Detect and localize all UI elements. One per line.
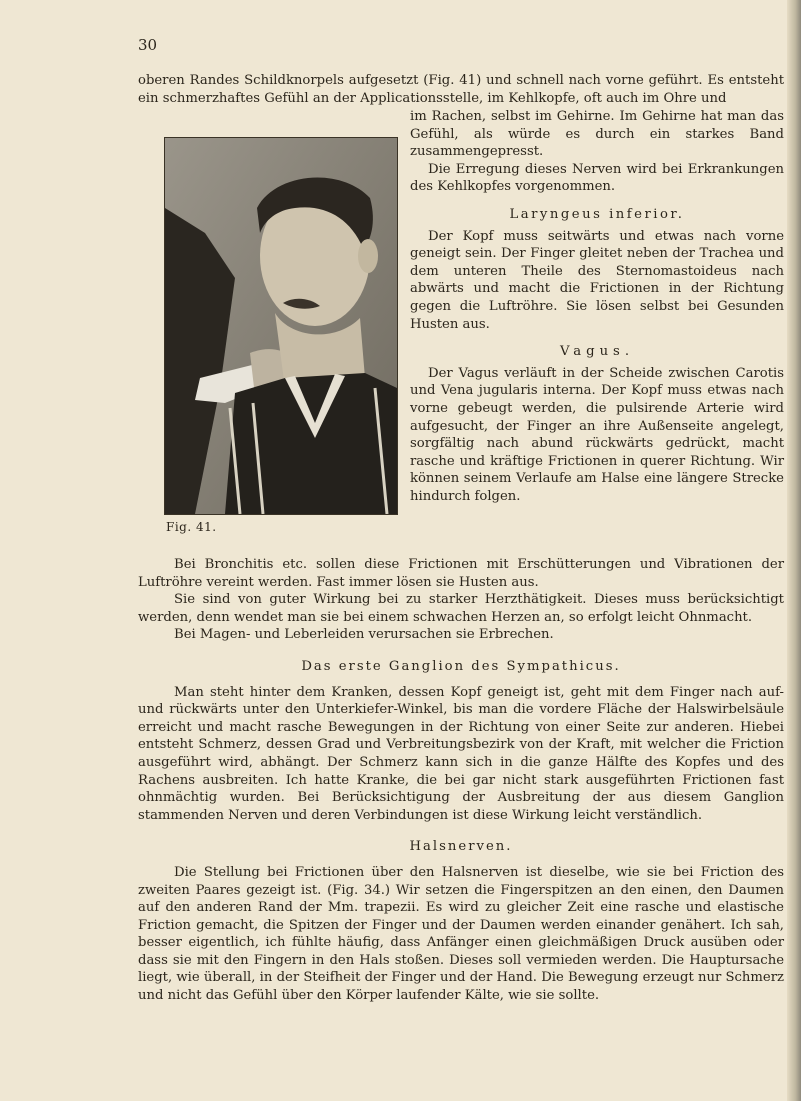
paragraph: Die Erregung dieses Nerven wird bei Erkrankungen des Kehlkopfes vorgenommen. xyxy=(410,161,784,195)
section-heading-ganglion: Das erste Ganglion des Sympathicus. xyxy=(301,658,621,674)
paragraph: Sie sind von guter Wirkung bei zu starker Herzthätigkeit. Dieses muss berücksichtigt werden, denn wendet man sie bei einem schwachen Herzen an, so erfolgt leicht Ohnmacht. xyxy=(138,592,784,625)
section-heading-laryngeus: Laryngeus inferior. xyxy=(509,206,685,222)
lead-paragraph xyxy=(138,72,784,107)
figure-illustration xyxy=(165,138,397,514)
page-edge xyxy=(787,0,801,1101)
main-text xyxy=(138,556,784,1005)
page-number: 30 xyxy=(138,36,158,54)
right-column xyxy=(410,108,784,505)
paragraph: Der Kopf muss seitwärts und etwas nach vorne geneigt sein. Der Finger gleitet neben der Trachea und dem unteren Theile des Sternomastoideus nach abwärts und macht die Frictionen in der Richtung gegen die Luftröhre. Sie lösen selbst bei Gesunden Husten aus. xyxy=(410,228,784,332)
paragraph: Die Stellung bei Frictionen über den Halsnerven ist dieselbe, wie sie bei Friction des zweiten Paares gezeigt ist. (Fig. 34.) Wir setzen die Fingerspitzen an den einen, den Daumen auf den anderen Rand der Mm. trapezii. Es wird zu gleicher Zeit eine rasche und elastische Friction gemacht, die Spitzen der Finger und der Daumen werden einander genähert. Ich sah, besser eigentlich, ich fühlte häufig, dass Anfänger einen gleichmäßigen Druck ausüben oder dass sie mit den Fingern in den Hals stoßen. Dieses soll vermieden werden. Die Hauptursache liegt, wie überall, in der Steifheit der Finger und der Hand. Die Bewegung erzeugt nur Schmerz und nicht das Gefühl über den Körper laufender Kälte, wie sie sollte. xyxy=(138,864,784,1004)
section-heading-halsnerven: Halsnerven. xyxy=(409,839,513,855)
patient-ear xyxy=(358,239,378,273)
paragraph: im Rachen, selbst im Gehirne. Im Gehirne hat man das Gefühl, als würde es durch ein starkes Band zusammengepresst. xyxy=(410,109,784,160)
patient-shirt xyxy=(225,373,397,514)
paragraph: Der Vagus verläuft in der Scheide zwischen Carotis und Vena jugularis interna. Der Kopf muss etwas nach vorne gebeugt werden, die pulsirende Arterie wird aufgesucht, der Finger an ihre Außenseite angelegt, sorgfältig nach abund rückwärts gedrückt, macht rasche und kräftige Frictionen in querer Richtung. Wir können seinem Verlaufe am Halse eine längere Strecke hindurch folgen. xyxy=(410,365,784,504)
paragraph: Man steht hinter dem Kranken, dessen Kopf geneigt ist, geht mit dem Finger nach auf- und rückwärts unter den Unterkiefer-Winkel, bis man die vordere Fläche der Halswirbelsäule erreicht und macht rasche Bewegungen in der Richtung von einer Seite zur anderen. Hiebei entsteht Schmerz, dessen Grad und Verbreitungsbezirk von der Kraft, mit welcher die Friction ausgeführt wird, abhängt. Der Schmerz kann sich in die ganze Hälfte des Kopfes und des Rachens ausbreiten. Ich hatte Kranke, die bei gar nicht stark ausgeführten Frictionen fast ohnmächtig wurden. Bei Berücksichtigung der Ausbreitung der aus diesem Ganglion stammenden Nerven und deren Verbindungen ist diese Wirkung leicht verständlich. xyxy=(138,684,784,823)
section-heading-vagus: Vagus. xyxy=(559,344,635,360)
paragraph: Bei Magen- und Leberleiden verursachen sie Erbrechen. xyxy=(174,627,554,643)
figure-caption: Fig. 41. xyxy=(166,520,217,534)
paragraph: Bei Bronchitis etc. sollen diese Frictionen mit Erschütterungen und Vibrationen der Luftröhre vereint werden. Fast immer lösen sie Husten aus. xyxy=(138,557,784,590)
figure-photo xyxy=(164,137,398,515)
lead-text: oberen Randes Schildknorpels aufgesetzt (Fig. 41) und schnell nach vorne geführt. Es entsteht ein schmerzhaftes Gefühl an der Applicationsstelle, im Kehlkopfe, oft auch im Ohre und xyxy=(138,73,784,106)
